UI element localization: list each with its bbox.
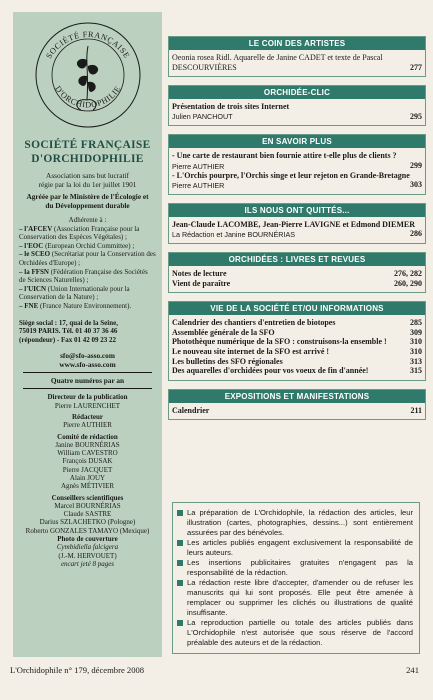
credit-name: William CAVESTRO xyxy=(57,449,118,458)
credit-name: encart jeté 8 pages xyxy=(60,559,115,568)
notice-text: La préparation de L'Orchidophile, la rédaction des articles, leur illustration (cartes, photographies, dessins...) sont entièrement assurées par des bénévoles. xyxy=(187,508,413,537)
member-item xyxy=(19,250,156,267)
svg-text:SOCIÉTÉ FRANÇAISE: SOCIÉTÉ FRANÇAISE xyxy=(43,29,132,61)
credit-role: Directeur de la publication xyxy=(47,393,128,402)
siege-fax: (répondeur) - Fax 01 42 09 23 22 xyxy=(19,335,117,344)
society-title-line1: SOCIÉTÉ FRANÇAISE xyxy=(24,139,151,151)
toc-entry[interactable] xyxy=(172,279,422,289)
society-title-line2: D'ORCHIDOPHILIE xyxy=(31,153,144,165)
section-savoir-plus xyxy=(168,134,426,194)
siege-address: Siège social : 17, quai de la Seine, xyxy=(19,318,118,327)
entry-title: Notes de lecture xyxy=(172,268,227,278)
website-link[interactable]: www.sfo-asso.com xyxy=(59,360,116,370)
toc-entry[interactable] xyxy=(172,366,422,376)
credit-name: Marcel BOURNÉRIAS xyxy=(54,501,121,510)
bullet-square-icon xyxy=(177,580,183,586)
credit-name: Cymbidiella falcigera xyxy=(56,543,119,552)
credit-name: Roberto GONZALES TAMAYO (Mexique) xyxy=(25,526,150,535)
notice-text: La reproduction partielle ou totale des articles publiés dans L'Orchidophile n'est autorisée que sous réserve de l'accord préalable des auteurs et de la rédaction. xyxy=(187,618,413,647)
membership-list xyxy=(19,216,156,311)
credit-role: Comité de rédaction xyxy=(57,432,118,441)
toc-entry[interactable] xyxy=(172,220,422,230)
society-title xyxy=(19,138,156,166)
assoc-line1: Association sans but lucratif xyxy=(46,171,129,180)
entry-page: 211 xyxy=(410,405,422,415)
entry-author: Pierre AUTHIER xyxy=(172,180,225,190)
section-header: ORCHIDÉES : LIVRES ET REVUES xyxy=(169,253,425,266)
notice-text: Les insertions publicitaires gratuites n'engagent pas la responsabilité de la rédaction. xyxy=(187,558,413,577)
entry-page: 310 xyxy=(410,346,422,356)
credit-name: Pierre AUTHIER xyxy=(63,421,112,430)
credit-name: (J.-M. HERVOUET) xyxy=(58,551,117,560)
credit-name: Agnès MÉTIVIER xyxy=(60,482,115,491)
notice-text: La rédaction reste libre d'accepter, d'amender ou de refuser les manuscrits qui lui sont proposés. Elle peut être amenée à remplacer ou supprimer les clichés ou illustrations de qualité insuffisante. xyxy=(187,578,413,617)
entry-title: Calendrier xyxy=(172,405,210,415)
member-desc: (Fédération Française des Sociétés de Sciences Naturelles) ; xyxy=(19,267,148,285)
entry-title: Le nouveau site internet de la SFO est arrivé ! xyxy=(172,346,330,356)
entry-page: 260, 290 xyxy=(394,278,422,288)
entry-page: 277 xyxy=(410,62,422,72)
entry-title: Assemblée générale de la SFO xyxy=(172,327,275,337)
toc-entry[interactable] xyxy=(172,102,422,112)
toc-entry[interactable] xyxy=(172,328,422,338)
entry-author: Julien PANCHOUT xyxy=(172,112,233,122)
toc-entry[interactable] xyxy=(172,406,422,416)
toc-entry[interactable] xyxy=(172,337,422,347)
entry-author: Pierre AUTHIER xyxy=(172,161,225,171)
divider xyxy=(23,372,152,373)
entry-page: 313 xyxy=(410,356,422,366)
entry-title: Photothèque numérique de la SFO : construisons-la ensemble ! xyxy=(172,337,387,347)
member-item xyxy=(19,285,156,302)
section-orchidee-clic xyxy=(168,85,426,126)
entry-page: 286 xyxy=(410,229,422,239)
entry-title: Les bulletins des SFO régionales xyxy=(172,356,283,366)
bullet-square-icon xyxy=(177,620,183,626)
section-header: LE COIN DES ARTISTES xyxy=(169,37,425,50)
entry-page: 310 xyxy=(410,337,422,347)
entry-page: 315 xyxy=(410,366,422,376)
section-header: EXPOSITIONS ET MANIFESTATIONS xyxy=(169,390,425,403)
section-livres xyxy=(168,252,426,293)
section-vie-societe xyxy=(168,301,426,381)
divider xyxy=(23,388,152,389)
section-quittes xyxy=(168,203,426,244)
member-item xyxy=(19,242,156,251)
entry-page: 285 xyxy=(410,318,422,328)
entry-author: La Rédaction et Janine BOURNÉRIAS xyxy=(172,229,296,239)
sidebar xyxy=(13,12,162,657)
toc-entry[interactable] xyxy=(172,347,422,357)
member-desc: (European Orchid Committee) ; xyxy=(43,241,135,250)
table-of-contents xyxy=(168,36,426,428)
member-item xyxy=(19,225,156,242)
toc-entry-author-row xyxy=(172,229,422,239)
section-header: ORCHIDÉE-CLIC xyxy=(169,86,425,99)
credit-name: Alain JOUY xyxy=(69,473,106,482)
credit-name: Darius SZLACHETKO (Pologne) xyxy=(39,518,136,527)
page-number: 241 xyxy=(406,665,419,675)
member-abbr: – le SCEO xyxy=(19,250,51,259)
notice-item xyxy=(177,508,413,538)
member-abbr: – l'EOC xyxy=(19,241,44,250)
credits xyxy=(19,393,156,568)
entry-page: 303 xyxy=(410,180,422,190)
sfo-logo-icon xyxy=(33,20,143,130)
contact-block xyxy=(19,351,156,369)
entry-page: 299 xyxy=(410,160,422,170)
agreement-line1: Agréée par le Ministère de l'Écologie et xyxy=(26,192,149,201)
member-abbr: – l'UICN xyxy=(19,284,47,293)
notice-item xyxy=(177,558,413,578)
section-header: ILS NOUS ONT QUITTÉS... xyxy=(169,204,425,217)
credit-role: Photo de couverture xyxy=(57,535,118,544)
member-item xyxy=(19,268,156,285)
credit-name: Claude SASTRE xyxy=(63,510,112,519)
credit-role: Rédacteur xyxy=(71,412,104,421)
toc-entry[interactable] xyxy=(172,318,422,328)
entry-title: Jean-Claude LACOMBE, Jean-Pierre LAVIGNE et Edmond DIEMER xyxy=(172,219,416,229)
credit-role: Conseillers scientifiques xyxy=(51,493,124,502)
assoc-line2: régie par la loi du 1er juillet 1901 xyxy=(38,180,137,189)
head-office xyxy=(19,319,156,345)
notice-item xyxy=(177,618,413,648)
toc-entry[interactable] xyxy=(172,357,422,367)
section-header: VIE DE LA SOCIÉTÉ ET/OU INFORMATIONS xyxy=(169,302,425,315)
credit-name: Pierre LAURENCHET xyxy=(54,401,121,410)
member-item xyxy=(19,302,156,311)
toc-entry[interactable] xyxy=(172,269,422,279)
frequency-note: Quatre numéros par an xyxy=(50,376,125,386)
footer-issue: L'Orchidophile n° 179, décembre 2008 xyxy=(10,665,145,675)
credit-name: François DUSAK xyxy=(62,457,113,466)
credit-name: Janine BOURNÉRIAS xyxy=(55,440,120,449)
toc-entry[interactable] xyxy=(172,171,422,181)
notice-item xyxy=(177,538,413,558)
section-expositions xyxy=(168,389,426,421)
member-abbr: – FNE xyxy=(19,301,39,310)
notice-item xyxy=(177,578,413,618)
entry-page: 276, 282 xyxy=(394,268,422,278)
member-abbr: – l'AFCEV xyxy=(19,224,53,233)
entry-title: Calendrier des chantiers d'entretien de biotopes xyxy=(172,318,336,328)
siege-city-phone: 75019 PARIS. Tél. 01 40 37 36 46 xyxy=(19,327,118,336)
toc-entry[interactable] xyxy=(172,151,422,161)
membership-heading: Adhérente à : xyxy=(68,216,107,224)
toc-entry-author-row xyxy=(172,161,422,171)
entry-title: - Une carte de restaurant bien fournie attire t-elle plus de clients ? xyxy=(172,151,397,161)
entry-title: Oeonia rosea Ridl. Aquarelle de Janine CADET et texte de Pascal DESCOURVIÈRES xyxy=(172,53,383,72)
association-statement xyxy=(19,171,156,210)
notice-text: Les articles publiés engagent exclusivement la responsabilité de leurs auteurs. xyxy=(187,538,413,557)
entry-title: Des aquarelles d'orchidées pour vos voeux de fin d'année! xyxy=(172,366,369,376)
bullet-square-icon xyxy=(177,510,183,516)
member-desc: (Association Française pour la Conservation des Espèces Végétales) ; xyxy=(19,224,140,242)
entry-title: - L'Orchis pourpre, l'Orchis singe et leur rejeton en Grande-Bretagne xyxy=(172,170,410,180)
svg-text:D'ORCHIDOPHILIE: D'ORCHIDOPHILIE xyxy=(52,84,123,110)
credit-name: Pierre JACQUET xyxy=(62,465,113,474)
member-abbr: – la FFSN xyxy=(19,267,49,276)
bullet-square-icon xyxy=(177,540,183,546)
toc-entry-author-row xyxy=(172,180,422,190)
editorial-notice xyxy=(172,502,420,654)
toc-entry-author-row xyxy=(172,112,422,122)
agreement-line2: du Développement durable xyxy=(45,201,130,210)
member-desc: (Union Internationale pour la Conservation de la Nature) ; xyxy=(19,284,130,302)
bullet-square-icon xyxy=(177,560,183,566)
entry-title: Vient de paraître xyxy=(172,278,231,288)
member-desc: (Secrétariat pour la Conservation des Orchidées d'Europe) ; xyxy=(19,250,156,267)
section-artistes xyxy=(168,36,426,77)
toc-entry[interactable] xyxy=(172,53,422,72)
email-link[interactable]: sfo@sfo-asso.com xyxy=(60,351,115,361)
member-desc: (France Nature Environnement). xyxy=(38,301,132,310)
section-header: EN SAVOIR PLUS xyxy=(169,135,425,148)
entry-page: 295 xyxy=(410,111,422,121)
entry-page: 309 xyxy=(410,327,422,337)
entry-title: Présentation de trois sites Internet xyxy=(172,102,290,112)
